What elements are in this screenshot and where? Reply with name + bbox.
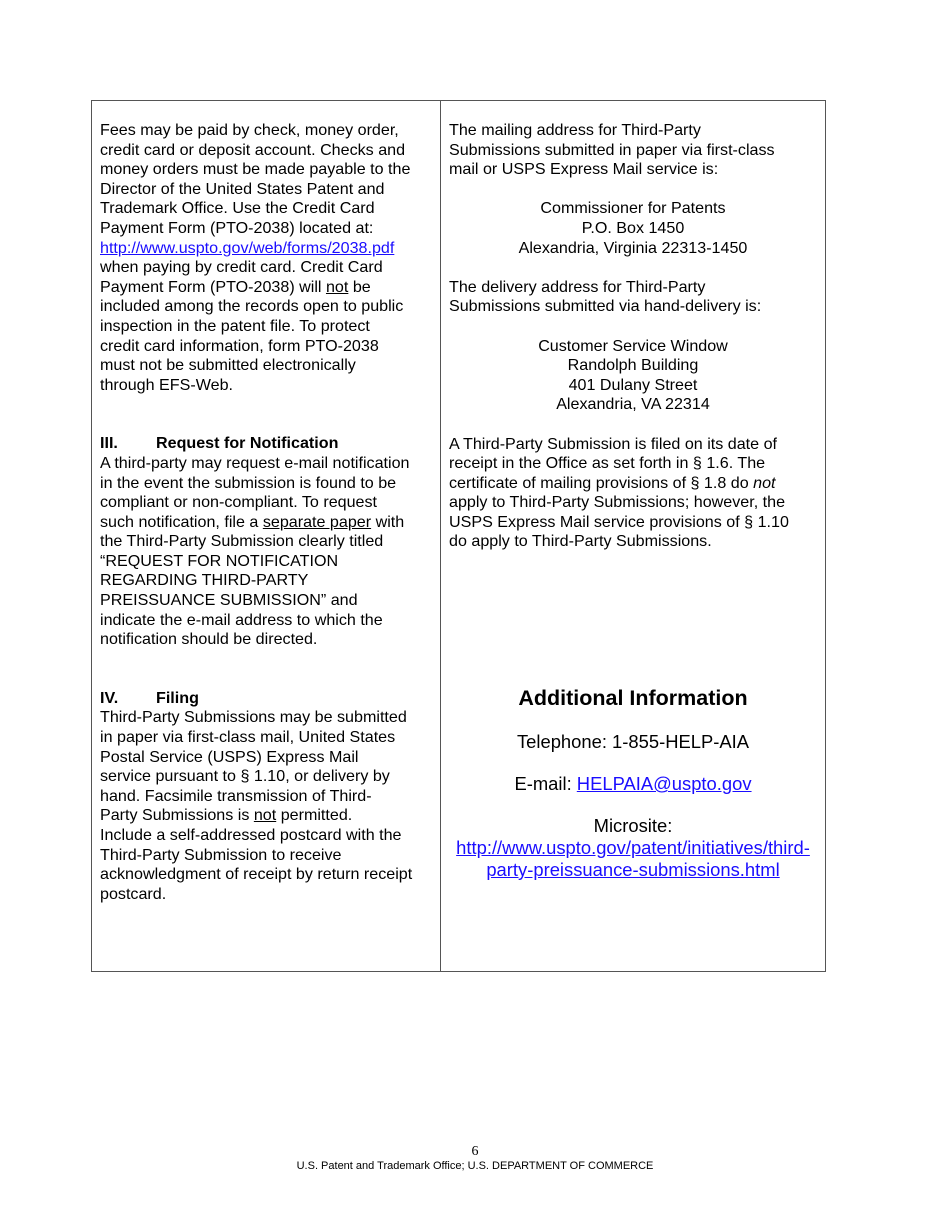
section-line: “REQUEST FOR NOTIFICATION <box>100 551 339 570</box>
fees-line: credit card information, form PTO-2038 <box>100 336 379 355</box>
section-line: service pursuant to § 1.10, or delivery by <box>100 767 390 786</box>
underlined-separate-paper: separate paper <box>262 512 372 531</box>
text-line: Submissions submitted via hand-delivery is: <box>449 297 762 316</box>
microsite-link-continued[interactable]: party-preissuance-submissions.html <box>486 859 780 881</box>
fees-line: Payment Form (PTO-2038) located at: <box>100 218 374 237</box>
left-column <box>100 121 435 904</box>
section-heading: IV. Filing <box>100 688 199 707</box>
section-line: the Third-Party Submission clearly titled <box>100 532 384 551</box>
credit-card-form-link[interactable]: http://www.uspto.gov/web/forms/2038.pdf <box>100 238 395 257</box>
fees-line: included among the records open to public <box>100 297 404 316</box>
content-table <box>91 100 826 972</box>
filing-date-paragraph <box>449 435 817 553</box>
italic-not: not <box>753 473 776 492</box>
mailing-address-intro <box>449 121 817 180</box>
section-line: such notification, file a separate paper with <box>100 512 405 531</box>
fees-line: credit card or deposit account. Checks and <box>100 140 406 159</box>
section-line: compliant or non-compliant. To request <box>100 493 378 512</box>
fees-line: Trademark Office. Use the Credit Card <box>100 199 375 218</box>
fees-line: must not be submitted electronically <box>100 356 356 375</box>
section-line: Include a self-addressed postcard with the <box>100 826 402 844</box>
text-line: mail or USPS Express Mail service is: <box>449 160 719 179</box>
column-divider <box>440 101 441 971</box>
section-line: acknowledgment of receipt by return receipt <box>100 865 413 884</box>
section-line: REGARDING THIRD-PARTY <box>100 571 309 590</box>
section-heading: III. Request for Notification <box>100 434 339 453</box>
text-line: USPS Express Mail service provisions of § 1.10 <box>449 512 789 531</box>
underlined-not: not <box>253 806 277 825</box>
text-line: certificate of mailing provisions of § 1.8 do not <box>449 473 776 492</box>
section-line: notification should be directed. <box>100 630 318 649</box>
text-line: A Third-Party Submission is filed on its date of <box>449 434 777 453</box>
delivery-address-intro <box>449 278 817 317</box>
fees-line: when paying by credit card. Credit Card <box>100 258 383 277</box>
right-column <box>449 121 817 881</box>
section-request-notification <box>100 434 435 650</box>
text-line: receipt in the Office as set forth in § 1.6. The <box>449 454 766 473</box>
microsite-label: Microsite: <box>593 815 673 837</box>
address-line: Commissioner for Patents <box>540 199 726 218</box>
address-line: Customer Service Window <box>538 336 728 355</box>
email-link[interactable]: HELPAIA@uspto.gov <box>576 773 752 795</box>
fees-line: Director of the United States Patent and <box>100 179 385 198</box>
address-line: P.O. Box 1450 <box>581 218 685 237</box>
section-line: in paper via first-class mail, United States <box>100 728 396 747</box>
text-line: do apply to Third-Party Submissions. <box>449 532 712 551</box>
address-line: 401 Dulany Street <box>568 375 698 394</box>
page-number: 6 <box>471 1144 479 1159</box>
fees-line: money orders must be made payable to the <box>100 160 411 179</box>
fees-paragraph <box>100 121 435 395</box>
section-line: hand. Facsimile transmission of Third- <box>100 786 372 805</box>
microsite-link[interactable]: http://www.uspto.gov/patent/initiatives/third- <box>456 837 810 859</box>
section-filing <box>100 689 435 905</box>
additional-information-title: Additional Information <box>518 686 748 711</box>
fees-line: inspection in the patent file. To protect <box>100 316 370 335</box>
microsite-link-container <box>449 837 817 881</box>
delivery-address <box>449 337 817 415</box>
text-line: apply to Third-Party Submissions; however, the <box>449 493 786 512</box>
section-line: Third-Party Submission to receive <box>100 845 342 864</box>
address-line: Alexandria, VA 22314 <box>556 395 710 414</box>
section-line: Third-Party Submissions may be submitted <box>100 708 407 727</box>
fees-line: through EFS-Web. <box>100 375 233 394</box>
fees-line: Payment Form (PTO-2038) will not be <box>100 277 371 296</box>
section-line: PREISSUANCE SUBMISSION” and <box>100 591 358 610</box>
email-line: E-mail: HELPAIA@uspto.gov <box>514 773 752 795</box>
telephone: Telephone: 1-855-HELP-AIA <box>516 731 750 753</box>
address-line: Randolph Building <box>567 356 699 375</box>
text-line: Submissions submitted in paper via first-class <box>449 140 775 159</box>
section-line: indicate the e-mail address to which the <box>100 610 383 629</box>
section-line: Postal Service (USPS) Express Mail <box>100 747 359 766</box>
underlined-not: not <box>325 277 349 296</box>
fees-line: Fees may be paid by check, money order, <box>100 121 399 139</box>
mailing-address <box>449 199 817 258</box>
section-line: A third-party may request e-mail notification <box>100 453 410 472</box>
additional-information <box>449 685 817 881</box>
footer-agency: U.S. Patent and Trademark Office; U.S. DEPARTMENT OF COMMERCE <box>296 1160 654 1172</box>
section-line: in the event the submission is found to be <box>100 473 397 492</box>
text-line: The mailing address for Third-Party <box>449 121 701 139</box>
section-line: postcard. <box>100 884 167 903</box>
address-line: Alexandria, Virginia 22313-1450 <box>518 238 748 257</box>
text-line: The delivery address for Third-Party <box>449 277 706 296</box>
section-line: Party Submissions is not permitted. <box>100 806 353 825</box>
